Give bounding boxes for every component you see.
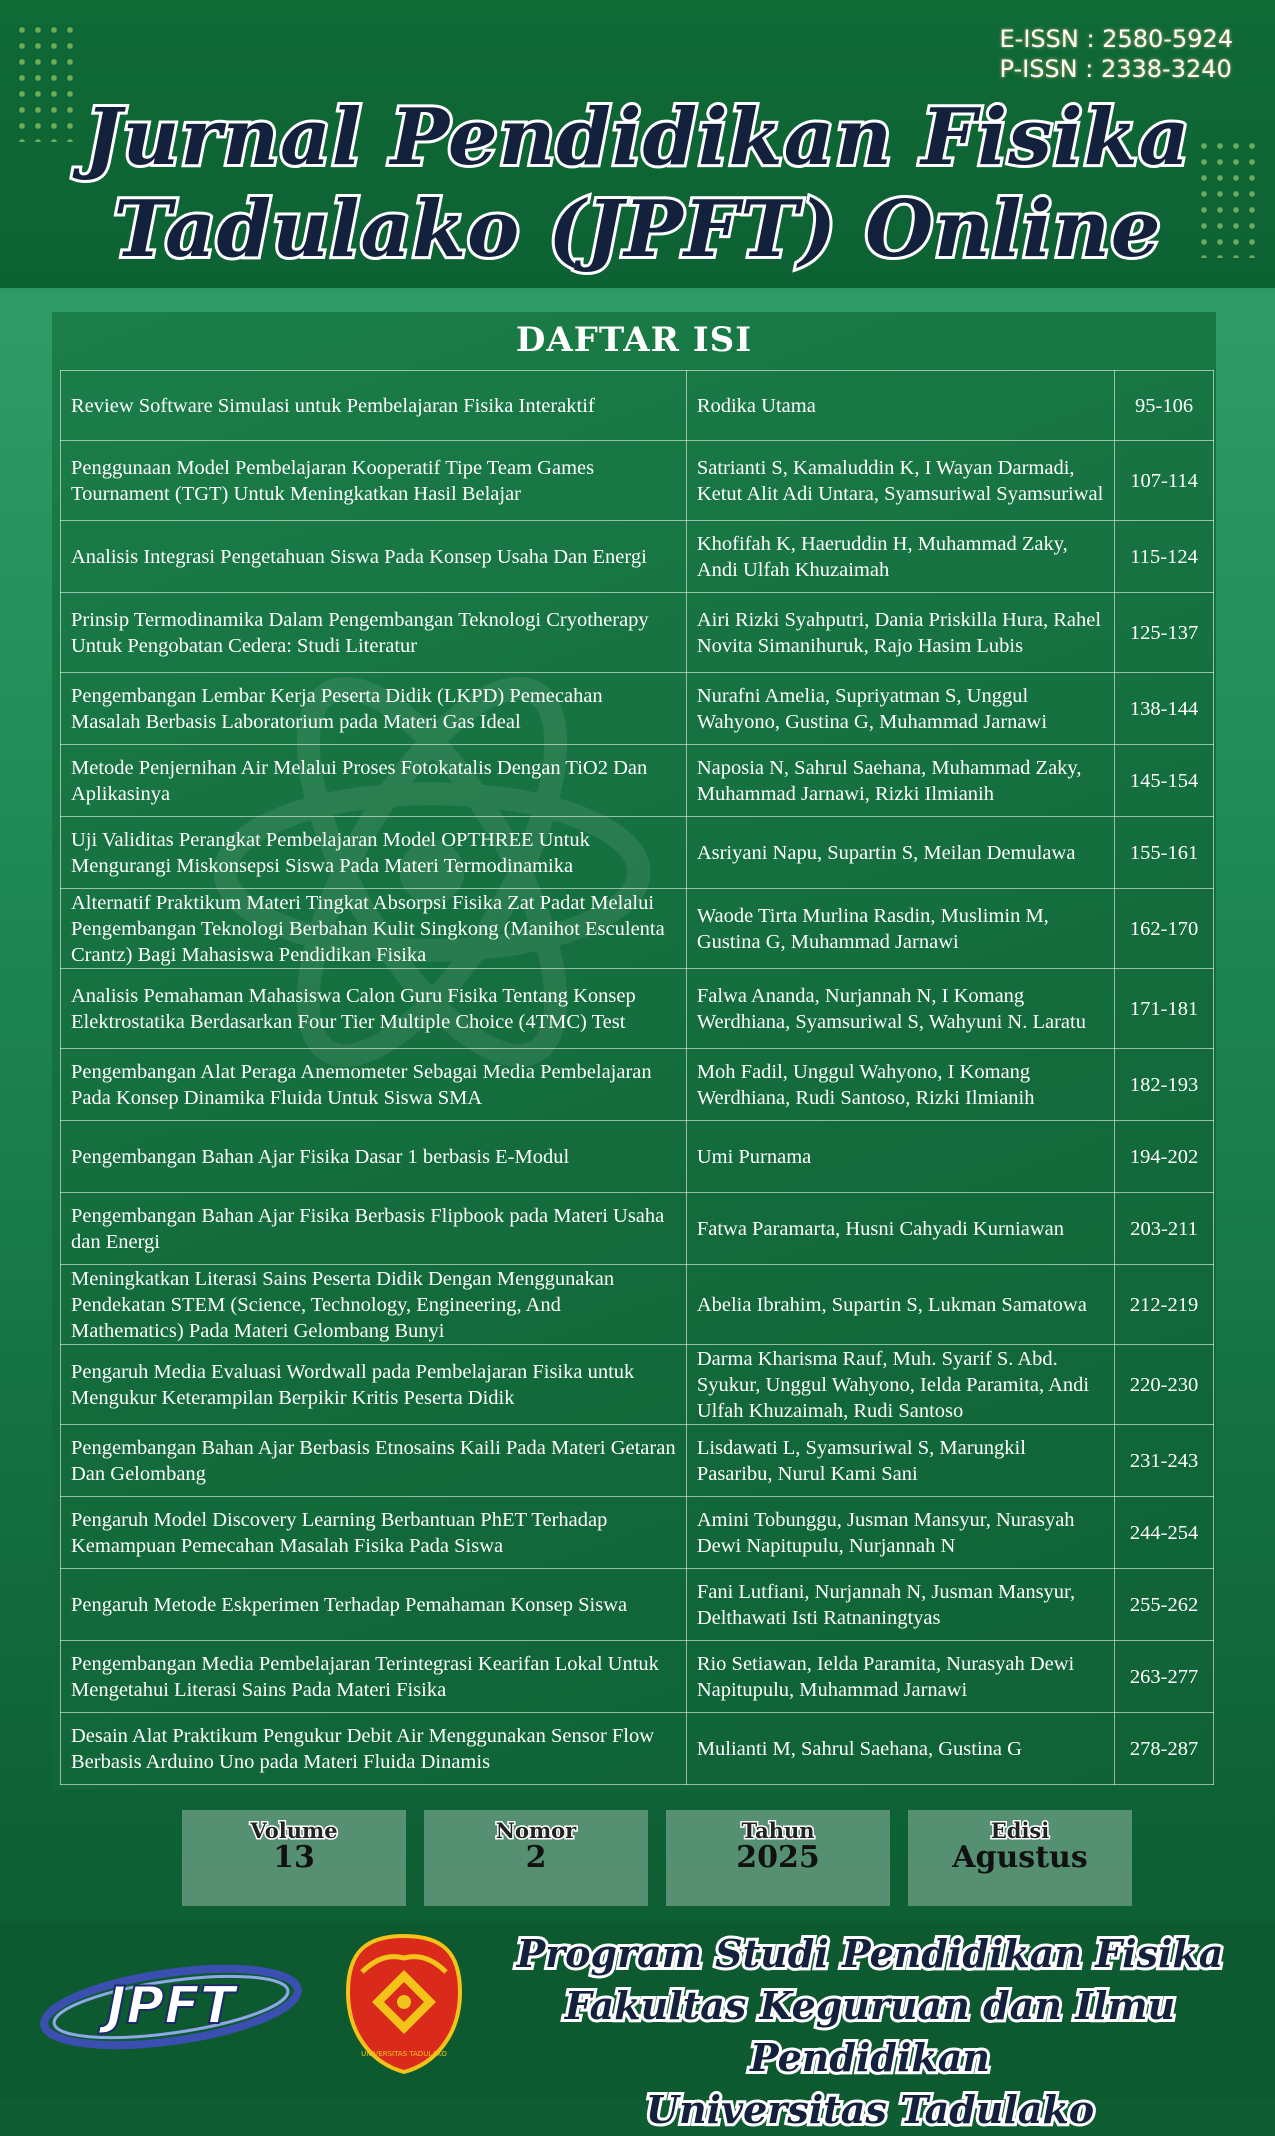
volume-box [182,1810,406,1906]
article-title: Pengembangan Bahan Ajar Fisika Berbasis Flipbook pada Materi Usaha dan Energi [61,1193,687,1265]
volume-label: Volume [250,1818,338,1843]
eissn-text: E-ISSN : 2580-5924 [999,25,1233,53]
article-authors: Fani Lutfiani, Nurjannah N, Jusman Mansyur, Delthawati Isti Ratnaningtyas [686,1569,1114,1641]
article-title: Analisis Pemahaman Mahasiswa Calon Guru Fisika Tentang Konsep Elektrostatika Berdasarkan Four Tier Multiple Choice (4TMC) Test [61,969,687,1049]
article-authors: Waode Tirta Murlina Rasdin, Muslimin M, Gustina G, Muhammad Jarnawi [686,889,1114,969]
toc-table [60,370,1214,1785]
article-title: Pengembangan Bahan Ajar Berbasis Etnosains Kaili Pada Materi Getaran Dan Gelombang [61,1425,687,1497]
jpft-logo-icon [36,1955,306,2055]
article-pages: 182-193 [1115,1049,1214,1121]
article-pages: 244-254 [1115,1497,1214,1569]
article-title: Pengembangan Alat Peraga Anemometer Sebagai Media Pembelajaran Pada Konsep Dinamika Fluida Untuk Siswa SMA [61,1049,687,1121]
toc-row [61,1049,1214,1121]
article-title: Alternatif Praktikum Materi Tingkat Absorpsi Fisika Zat Padat Melalui Pengembangan Teknologi Berbahan Kulit Singkong (Manihot Esculenta Crantz) Bagi Mahasiswa Pendidikan Fisika [61,889,687,969]
article-title: Pengembangan Media Pembelajaran Terintegrasi Kearifan Lokal Untuk Mengetahui Literasi Sains Pada Materi Fisika [61,1641,687,1713]
program-line3: Universitas Tadulako [645,2087,1095,2132]
article-authors: Airi Rizki Syahputri, Dania Priskilla Hura, Rahel Novita Simanihuruk, Rajo Hasim Lubis [686,593,1114,673]
article-title: Pengaruh Media Evaluasi Wordwall pada Pembelajaran Fisika untuk Mengukur Keterampilan Berpikir Kritis Peserta Didik [61,1345,687,1425]
toc-row [61,817,1214,889]
article-title: Meningkatkan Literasi Sains Peserta Didik Dengan Menggunakan Pendekatan STEM (Science, Technology, Engineering, And Mathematics) Pada Materi Gelombang Bunyi [61,1265,687,1345]
toc-row [61,745,1214,817]
article-authors: Nurafni Amelia, Supriyatman S, Unggul Wahyono, Gustina G, Muhammad Jarnawi [686,673,1114,745]
toc-row [61,441,1214,521]
article-title: Metode Penjernihan Air Melalui Proses Fotokatalis Dengan TiO2 Dan Aplikasinya [61,745,687,817]
volume-value: 13 [273,1840,315,1875]
article-authors: Moh Fadil, Unggul Wahyono, I Komang Werdhiana, Rudi Santoso, Rizki Ilmianih [686,1049,1114,1121]
article-authors: Abelia Ibrahim, Supartin S, Lukman Samatowa [686,1265,1114,1345]
article-authors: Rio Setiawan, Ielda Paramita, Nurasyah Dewi Napitupulu, Muhammad Jarnawi [686,1641,1114,1713]
article-title: Analisis Integrasi Pengetahuan Siswa Pada Konsep Usaha Dan Energi [61,521,687,593]
article-pages: 212-219 [1115,1265,1214,1345]
edition-box [908,1810,1132,1906]
number-value: 2 [525,1840,547,1875]
article-title: Pengembangan Lembar Kerja Peserta Didik (LKPD) Pemecahan Masalah Berbasis Laboratorium pada Materi Gas Ideal [61,673,687,745]
toc-row [61,1121,1214,1193]
toc-row [61,1193,1214,1265]
article-title: Penggunaan Model Pembelajaran Kooperatif Tipe Team Games Tournament (TGT) Untuk Meningkatkan Hasil Belajar [61,441,687,521]
article-pages: 107-114 [1115,441,1214,521]
pissn-text: P-ISSN : 2338-3240 [999,55,1232,83]
program-line1: Program Studi Pendidikan Fisika [516,1931,1224,1976]
article-authors: Fatwa Paramarta, Husni Cahyadi Kurniawan [686,1193,1114,1265]
year-label: Tahun [741,1818,815,1843]
article-pages: 263-277 [1115,1641,1214,1713]
toc-row [61,969,1214,1049]
article-pages: 194-202 [1115,1121,1214,1193]
article-title: Desain Alat Praktikum Pengukur Debit Air Menggunakan Sensor Flow Berbasis Arduino Uno pada Materi Fluida Dinamis [61,1713,687,1785]
article-pages: 231-243 [1115,1425,1214,1497]
article-authors: Amini Tobunggu, Jusman Mansyur, Nurasyah Dewi Napitupulu, Nurjannah N [686,1497,1114,1569]
article-pages: 171-181 [1115,969,1214,1049]
toc-row [61,1641,1214,1713]
seal-text: UNIVERSITAS TADULAKO [361,2050,447,2058]
article-pages: 95-106 [1115,371,1214,441]
program-line2: Fakultas Keguruan dan Ilmu Pendidikan [564,1983,1176,2080]
journal-title-line2: Tadulako (JPFT) Online [113,184,1162,275]
article-title: Review Software Simulasi untuk Pembelajaran Fisika Interaktif [61,371,687,441]
toc-row [61,1497,1214,1569]
article-pages: 278-287 [1115,1713,1214,1785]
article-pages: 115-124 [1115,521,1214,593]
table-of-contents [52,312,1216,1790]
number-label: Nomor [495,1818,577,1843]
article-pages: 255-262 [1115,1569,1214,1641]
toc-row [61,1345,1214,1425]
edition-label: Edisi [990,1818,1050,1843]
issue-info [182,1810,1132,1906]
article-pages: 155-161 [1115,817,1214,889]
toc-row [61,521,1214,593]
article-pages: 162-170 [1115,889,1214,969]
journal-title-line1: Jurnal Pendidikan Fisika [84,92,1191,183]
toc-row [61,1265,1214,1345]
edition-value: Agustus [952,1840,1088,1875]
article-pages: 145-154 [1115,745,1214,817]
article-pages: 125-137 [1115,593,1214,673]
article-title: Prinsip Termodinamika Dalam Pengembangan Teknologi Cryotherapy Untuk Pengobatan Cedera: Studi Literatur [61,593,687,673]
article-authors: Lisdawati L, Syamsuriwal S, Marungkil Pasaribu, Nurul Kami Sani [686,1425,1114,1497]
toc-row [61,593,1214,673]
article-authors: Mulianti M, Sahrul Saehana, Gustina G [686,1713,1114,1785]
number-box [424,1810,648,1906]
issn-block [1000,24,1233,84]
toc-row [61,673,1214,745]
article-authors: Asriyani Napu, Supartin S, Meilan Demulawa [686,817,1114,889]
university-seal-icon [342,1932,466,2074]
article-pages: 220-230 [1115,1345,1214,1425]
program-text [490,1928,1250,2136]
article-title: Pengaruh Metode Eskperimen Terhadap Pemahaman Konsep Siswa [61,1569,687,1641]
year-box [666,1810,890,1906]
jpft-logo-text: JPFT [106,1976,236,2036]
article-authors: Falwa Ananda, Nurjannah N, I Komang Werdhiana, Syamsuriwal S, Wahyuni N. Laratu [686,969,1114,1049]
toc-row [61,1713,1214,1785]
toc-heading: DAFTAR ISI [515,320,753,360]
toc-row [61,1569,1214,1641]
toc-row [61,889,1214,969]
article-authors: Naposia N, Sahrul Saehana, Muhammad Zaky, Muhammad Jarnawi, Rizki Ilmianih [686,745,1114,817]
toc-row [61,371,1214,441]
article-title: Pengembangan Bahan Ajar Fisika Dasar 1 berbasis E-Modul [61,1121,687,1193]
article-authors: Khofifah K, Haeruddin H, Muhammad Zaky, Andi Ulfah Khuzaimah [686,521,1114,593]
article-authors: Satrianti S, Kamaluddin K, I Wayan Darmadi, Ketut Alit Adi Untara, Syamsuriwal Syamsuriwal [686,441,1114,521]
article-authors: Darma Kharisma Rauf, Muh. Syarif S. Abd. Syukur, Unggul Wahyono, Ielda Paramita, Andi Ulfah Khuzaimah, Rudi Santoso [686,1345,1114,1425]
article-title: Uji Validitas Perangkat Pembelajaran Model OPTHREE Untuk Mengurangi Miskonsepsi Siswa Pada Materi Termodinamika [61,817,687,889]
article-pages: 203-211 [1115,1193,1214,1265]
year-value: 2025 [736,1840,820,1875]
toc-row [61,1425,1214,1497]
article-authors: Umi Purnama [686,1121,1114,1193]
article-authors: Rodika Utama [686,371,1114,441]
article-title: Pengaruh Model Discovery Learning Berbantuan PhET Terhadap Kemampuan Pemecahan Masalah Fisika Pada Siswa [61,1497,687,1569]
article-pages: 138-144 [1115,673,1214,745]
